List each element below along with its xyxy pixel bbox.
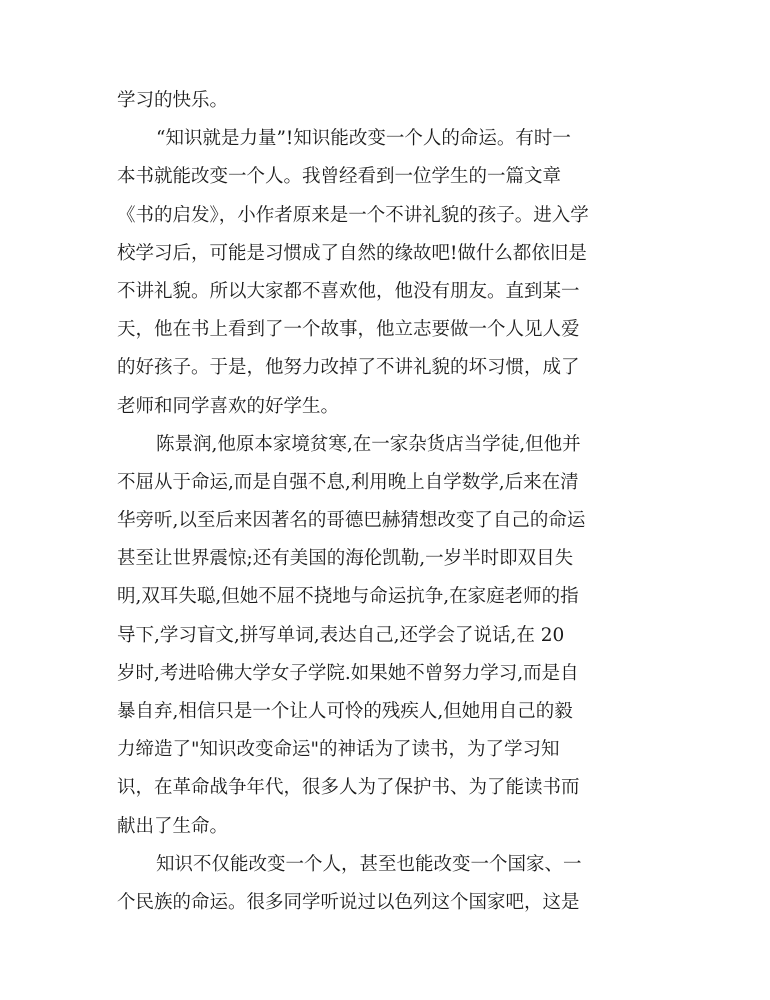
text-line: 导下,学习盲文,拼写单词,表达自己,还学会了说话,在 20: [117, 624, 565, 646]
text-line: 校学习后，可能是习惯成了自然的缘故吧!做什么都依旧是: [117, 242, 587, 264]
paragraph-intro-tail: [117, 82, 647, 120]
text-line: “知识就是力量”!知识能改变一个人的命运。有时一: [156, 128, 571, 150]
text-line: 《书的启发》，小作者原来是一个不讲礼貌的孩子。进入学: [117, 204, 589, 226]
text-line: 不讲礼貌。所以大家都不喜欢他，他没有朋友。直到某一: [117, 280, 580, 302]
text-line: 学习的快乐。: [117, 90, 229, 111]
text-line: 的好孩子。于是，他努力改掉了不讲礼貌的坏习惯，成了: [117, 357, 580, 379]
paragraph-knowledge-is-power: [117, 120, 647, 426]
paragraph-chen-jingrun-helen-keller: [117, 426, 647, 846]
paragraph-nation-destiny: [117, 846, 647, 922]
document-body: [117, 82, 647, 922]
text-line: 暴自弃,相信只是一个让人可怜的残疾人,但她用自己的毅: [117, 701, 573, 722]
text-line: 知识不仅能改变一个人，甚至也能改变一个国家、一: [156, 853, 582, 875]
text-line: 识，在革命战争年代，很多人为了保护书、为了能读书而: [117, 777, 580, 799]
text-line: 力缔造了"知识改变命运"的神话为了读书，为了学习知: [117, 739, 560, 761]
text-line: 岁时,考进哈佛大学女子学院.如果她不曾努力学习,而是自: [117, 662, 579, 684]
text-line: 老师和同学喜欢的好学生。: [117, 395, 340, 417]
text-line: 明,双耳失聪,但她不屈不挠地与命运抗争,在家庭老师的指: [117, 586, 579, 608]
text-line: 献出了生命。: [117, 815, 229, 837]
text-line: 个民族的命运。很多同学听说过以色列这个国家吧，这是: [117, 891, 580, 913]
text-line: 本书就能改变一个人。我曾经看到一位学生的一篇文章: [117, 166, 562, 188]
text-line: 华旁听,以至后来因著名的哥德巴赫猜想改变了自己的命运: [117, 510, 586, 532]
text-line: 不屈从于命运,而是自强不息,利用晚上自学数学,后来在清: [117, 471, 579, 493]
text-line: 天，他在书上看到了一个故事，他立志要做一个人见人爱: [117, 319, 580, 341]
text-line: 陈景润,他原本家境贫寒,在一家杂货店当学徒,但他并: [156, 433, 581, 455]
text-line: 甚至让世界震惊;还有美国的海伦凯勒,一岁半时即双目失: [117, 548, 574, 570]
